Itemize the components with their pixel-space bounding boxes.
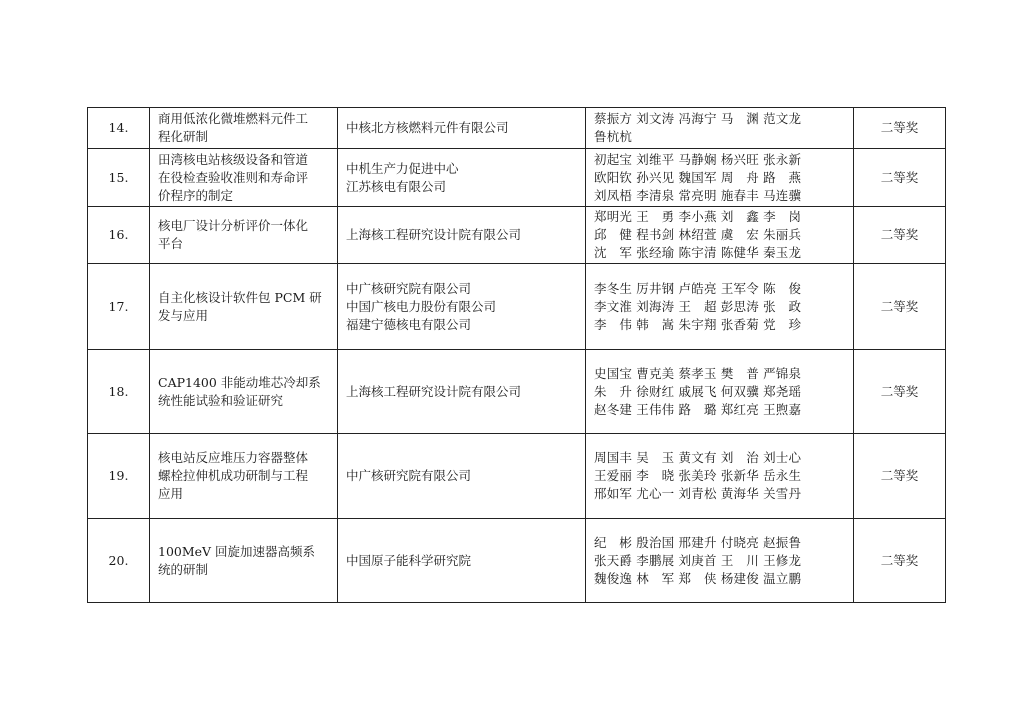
- unit-name: 中广核研究院有限公司: [346, 280, 472, 296]
- people-line: 张天爵 李鹏展 刘庚首 王 川 王修龙: [594, 552, 802, 568]
- project-name-line: 田湾核电站核级设备和管道: [158, 151, 309, 167]
- completing-units-cell: [338, 149, 586, 207]
- project-name-line: 应用: [158, 486, 184, 501]
- people-line: 周国丰 吴 玉 黄文有 刘 治 刘士心: [594, 450, 802, 465]
- row-number: 16.: [108, 227, 129, 242]
- project-name-cell: [150, 149, 338, 207]
- completing-units-cell: [338, 207, 586, 264]
- project-name-line: 发与应用: [158, 307, 209, 323]
- row-number: 15.: [108, 169, 129, 185]
- completing-units-cell: [338, 434, 586, 519]
- row-number: 19.: [108, 468, 129, 483]
- people-line: 纪 彬 殷治国 邢建升 付晓亮 赵振鲁: [594, 534, 802, 550]
- people-line: 沈 军 张经瑜 陈宇清 陈健华 秦玉龙: [594, 245, 802, 260]
- award-level-cell: [854, 207, 946, 264]
- award-level-cell: [854, 519, 946, 603]
- project-name-line: 商用低浓化微堆燃料元件工: [158, 111, 309, 126]
- award-level-cell: [854, 149, 946, 207]
- table-row: [88, 207, 946, 264]
- unit-name: 中广核研究院有限公司: [346, 468, 472, 483]
- award-level: 二等奖: [880, 120, 919, 135]
- project-name-cell: [150, 264, 338, 350]
- people-line: 朱 升 徐财红 戚展飞 何双骥 郑尧瑶: [594, 383, 802, 399]
- project-name-cell: [150, 434, 338, 519]
- unit-name: 福建宁德核电有限公司: [346, 316, 472, 332]
- row-number-cell: [88, 350, 150, 434]
- completing-people-cell: [586, 350, 854, 434]
- row-number: 18.: [108, 383, 129, 399]
- unit-name: 上海核工程研究设计院有限公司: [346, 383, 522, 399]
- row-number: 20.: [108, 552, 129, 568]
- completing-people-cell: [586, 207, 854, 264]
- table-row: [88, 149, 946, 207]
- people-line: 初起宝 刘维平 马静娴 杨兴旺 张永新: [594, 151, 802, 167]
- people-line: 欧阳钦 孙兴见 魏国军 周 舟 路 燕: [594, 169, 802, 185]
- completing-units-cell: [338, 264, 586, 350]
- unit-name: 中国原子能科学研究院: [346, 552, 472, 568]
- people-line: 鲁杭杭: [594, 129, 633, 144]
- unit-name: 上海核工程研究设计院有限公司: [346, 227, 522, 242]
- table-row: [88, 264, 946, 350]
- row-number-cell: [88, 519, 150, 603]
- unit-name: 中核北方核燃料元件有限公司: [346, 120, 509, 135]
- people-line: 史国宝 曹克美 蔡孝玉 樊 普 严锦泉: [594, 365, 802, 381]
- completing-people-cell: [586, 108, 854, 149]
- completing-people-cell: [586, 434, 854, 519]
- row-number-cell: [88, 434, 150, 519]
- completing-people-cell: [586, 264, 854, 350]
- project-name-line: 核电站反应堆压力容器整体: [158, 450, 309, 465]
- people-line: 魏俊逸 林 军 郑 侠 杨建俊 温立鹏: [594, 570, 802, 586]
- row-number-cell: [88, 149, 150, 207]
- row-number-cell: [88, 264, 150, 350]
- people-line: 李冬生 厉井钢 卢皓亮 王军令 陈 俊: [594, 280, 802, 296]
- people-line: 刘凤梧 李清泉 常亮明 施春丰 马连骥: [594, 187, 802, 203]
- project-name-cell: [150, 207, 338, 264]
- project-name-line: 统的研制: [158, 561, 209, 577]
- row-number: 14.: [108, 120, 129, 135]
- row-number-cell: [88, 108, 150, 149]
- completing-units-cell: [338, 350, 586, 434]
- award-level: 二等奖: [880, 468, 919, 483]
- people-line: 邢如军 尤心一 刘青松 黄海华 关雪丹: [594, 486, 802, 501]
- table-row: [88, 108, 946, 149]
- award-level: 二等奖: [880, 552, 919, 568]
- project-name-line: CAP1400 非能动堆芯冷却系: [158, 374, 321, 390]
- completing-people-cell: [586, 519, 854, 603]
- project-name-line: 自主化核设计软件包 PCM 研: [158, 289, 322, 305]
- people-line: 王爱丽 李 晓 张美玲 张新华 岳永生: [594, 468, 802, 483]
- unit-name: 江苏核电有限公司: [346, 178, 447, 194]
- project-name-cell: [150, 519, 338, 603]
- award-level-cell: [854, 434, 946, 519]
- award-level-cell: [854, 350, 946, 434]
- unit-name: 中国广核电力股份有限公司: [346, 298, 497, 314]
- people-line: 李文淮 刘海涛 王 超 彭思涛 张 政: [594, 298, 802, 314]
- award-level-cell: [854, 264, 946, 350]
- award-level: 二等奖: [880, 298, 919, 314]
- people-line: 蔡振方 刘文涛 冯海宁 马 渊 范文龙: [594, 111, 802, 126]
- award-level: 二等奖: [880, 383, 919, 399]
- award-level: 二等奖: [880, 227, 919, 242]
- people-line: 赵冬建 王伟伟 路 璐 郑红亮 王煦嘉: [594, 401, 802, 417]
- completing-units-cell: [338, 519, 586, 603]
- completing-units-cell: [338, 108, 586, 149]
- project-name-line: 100MeV 回旋加速器高频系: [158, 543, 316, 559]
- award-level-cell: [854, 108, 946, 149]
- awards-table-body: [88, 108, 946, 603]
- people-line: 郑明光 王 勇 李小燕 刘 鑫 李 岗: [594, 209, 802, 224]
- project-name-line: 在役检查验收准则和寿命评: [158, 169, 309, 185]
- project-name-cell: [150, 350, 338, 434]
- project-name-line: 平台: [158, 236, 184, 251]
- people-line: 邱 健 程书剑 林绍萱 虞 宏 朱丽兵: [594, 227, 802, 242]
- row-number-cell: [88, 207, 150, 264]
- project-name-line: 统性能试验和验证研究: [158, 392, 284, 408]
- project-name-cell: [150, 108, 338, 149]
- project-name-line: 核电厂设计分析评价一体化: [158, 218, 309, 233]
- table-row: [88, 350, 946, 434]
- people-line: 李 伟 韩 嵩 朱宇翔 张香菊 党 珍: [594, 316, 802, 332]
- award-level: 二等奖: [880, 169, 919, 185]
- table-row: [88, 519, 946, 603]
- awards-table: [87, 107, 946, 603]
- table-row: [88, 434, 946, 519]
- project-name-line: 程化研制: [158, 129, 209, 144]
- row-number: 17.: [108, 298, 129, 314]
- completing-people-cell: [586, 149, 854, 207]
- unit-name: 中机生产力促进中心: [346, 160, 459, 176]
- project-name-line: 价程序的制定: [158, 187, 234, 203]
- project-name-line: 螺栓拉伸机成功研制与工程: [158, 468, 309, 483]
